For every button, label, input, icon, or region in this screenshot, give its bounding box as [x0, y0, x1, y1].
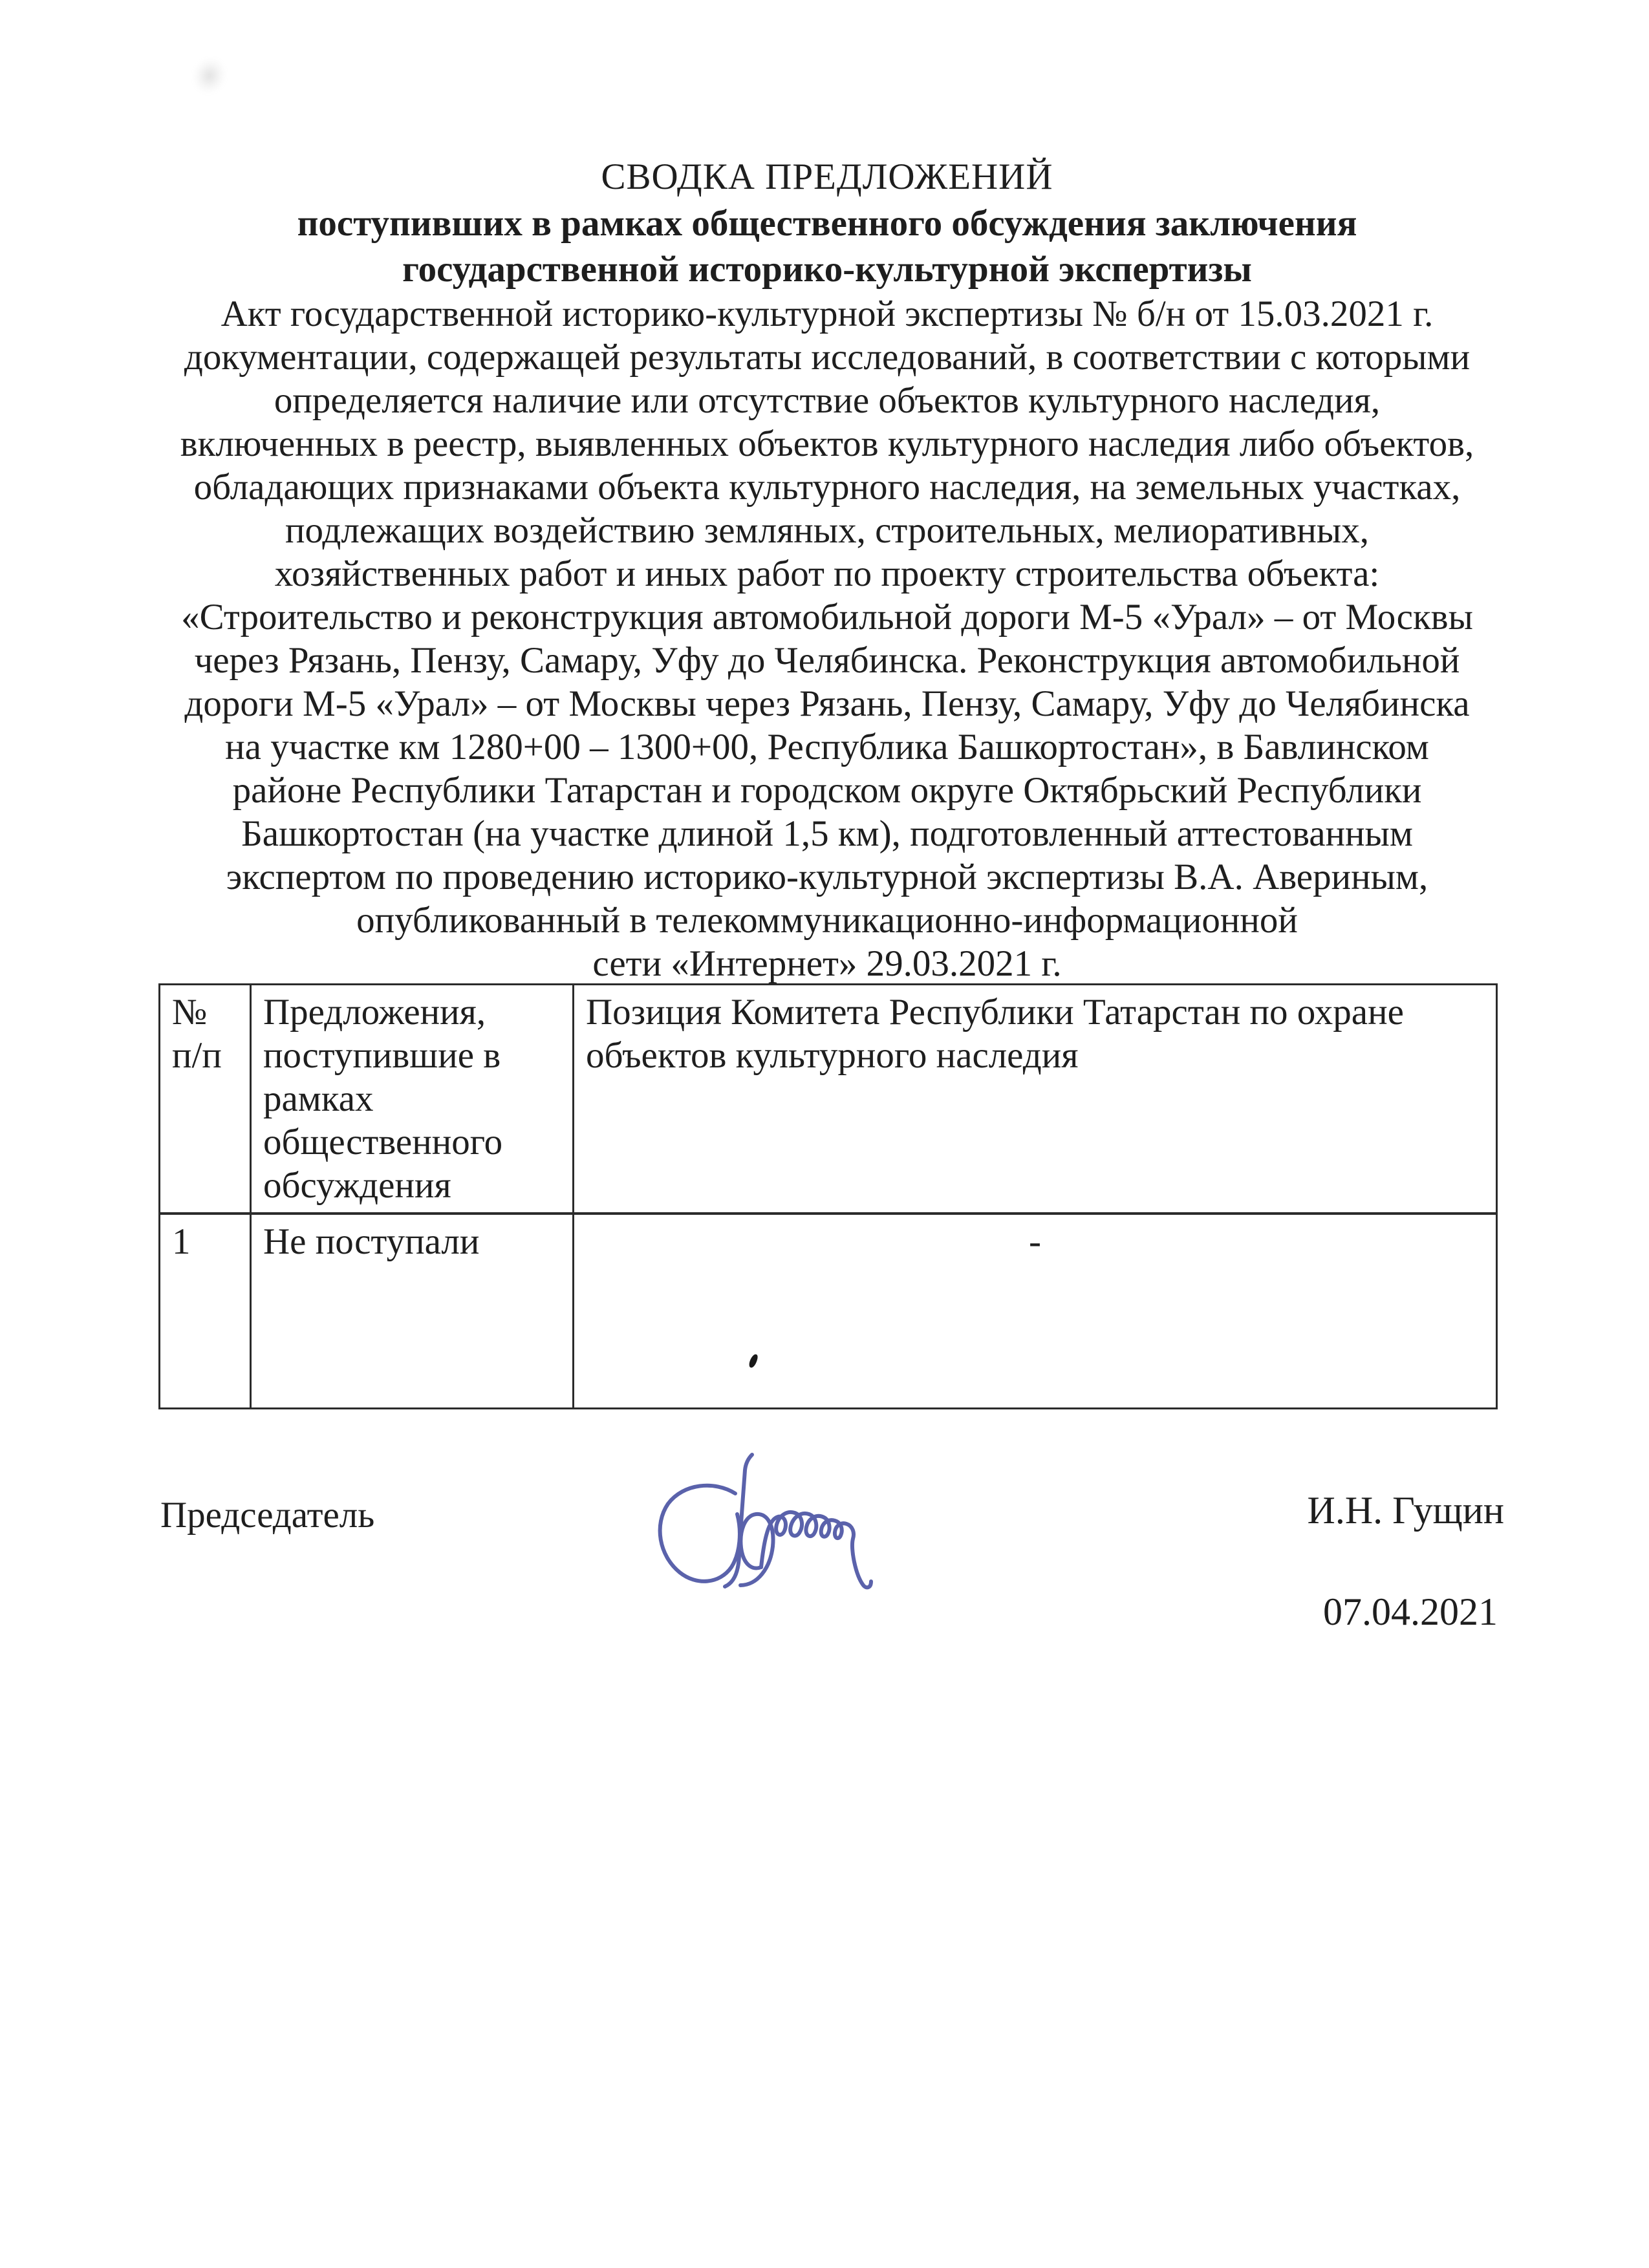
document-title: СВОДКА ПРЕДЛОЖЕНИЙ [601, 156, 1053, 197]
table-header-num-label: № п/п [172, 992, 222, 1076]
table-header-position [574, 985, 1497, 1214]
table-header-row [160, 985, 1497, 1214]
table-header-proposals [251, 985, 574, 1214]
document-line: обладающих признаками объекта культурного наследия, на земельных участках, [193, 467, 1461, 508]
signoff-role-label: Председатель [160, 1495, 375, 1535]
document-line: через Рязань, Пензу, Самару, Уфу до Челябинска. Реконструкция автомобильной [194, 640, 1460, 681]
document-line: на участке км 1280+00 – 1300+00, Республика Башкортостан», в Бавлинском [225, 727, 1429, 767]
document-line: включенных в реестр, выявленных объектов культурного наследия либо объектов, [180, 423, 1474, 464]
document-line: хозяйственных работ и иных работ по проекту строительства объекта: [274, 553, 1380, 594]
document-line: экспертом по проведению историко-культурной экспертизы В.А. Авериным, [226, 857, 1428, 897]
document-line: опубликованный в телекоммуникационно-информационной [356, 900, 1298, 941]
table-cell-position: - [574, 1214, 1497, 1408]
document-line: «Строительство и реконструкция автомобильной дороги М-5 «Урал» – от Москвы [181, 597, 1473, 637]
document-text-block [158, 154, 1496, 985]
document-line: Башкортостан (на участке длиной 1,5 км), подготовленный аттестованным [241, 813, 1413, 854]
document-line: Акт государственной историко-культурной экспертизы № б/н от 15.03.2021 г. [221, 294, 1434, 334]
scan-smudge-artifact [186, 52, 232, 100]
document-subtitle-line: государственной историко-культурной экспертизы [402, 249, 1252, 290]
handwritten-signature [637, 1452, 902, 1601]
table-cell-row-number: 1 [160, 1214, 251, 1408]
document-line: определяется наличие или отсутствие объектов культурного наследия, [274, 380, 1381, 421]
signoff-date: 07.04.2021 [1323, 1590, 1498, 1633]
document-subtitle-line: поступивших в рамках общественного обсуждения заключения [297, 203, 1357, 244]
table-header-position-label: Позиция Комитета Республики Татарстан по охране объектов культурного наследия [586, 992, 1404, 1076]
document-line: подлежащих воздействию земляных, строительных, мелиоративных, [285, 510, 1369, 551]
table-header-proposals-label: Предложения, поступившие в рамках общественного обсуждения [263, 992, 503, 1206]
document-line: документации, содержащей результаты исследований, в соответствии с которыми [184, 337, 1471, 378]
document-line: районе Республики Татарстан и городском округе Октябрьский Республики [232, 770, 1422, 811]
table-cell-proposals: Не поступали [251, 1214, 574, 1408]
document-line: сети «Интернет» 29.03.2021 г. [592, 943, 1062, 984]
document-line: дороги М-5 «Урал» – от Москвы через Рязань, Пензу, Самару, Уфу до Челябинска [184, 683, 1470, 724]
table-row [160, 1214, 1497, 1408]
proposals-table [158, 983, 1498, 1409]
table-header-num [160, 985, 251, 1214]
signoff-signer-name: И.Н. Гущин [1307, 1489, 1504, 1532]
